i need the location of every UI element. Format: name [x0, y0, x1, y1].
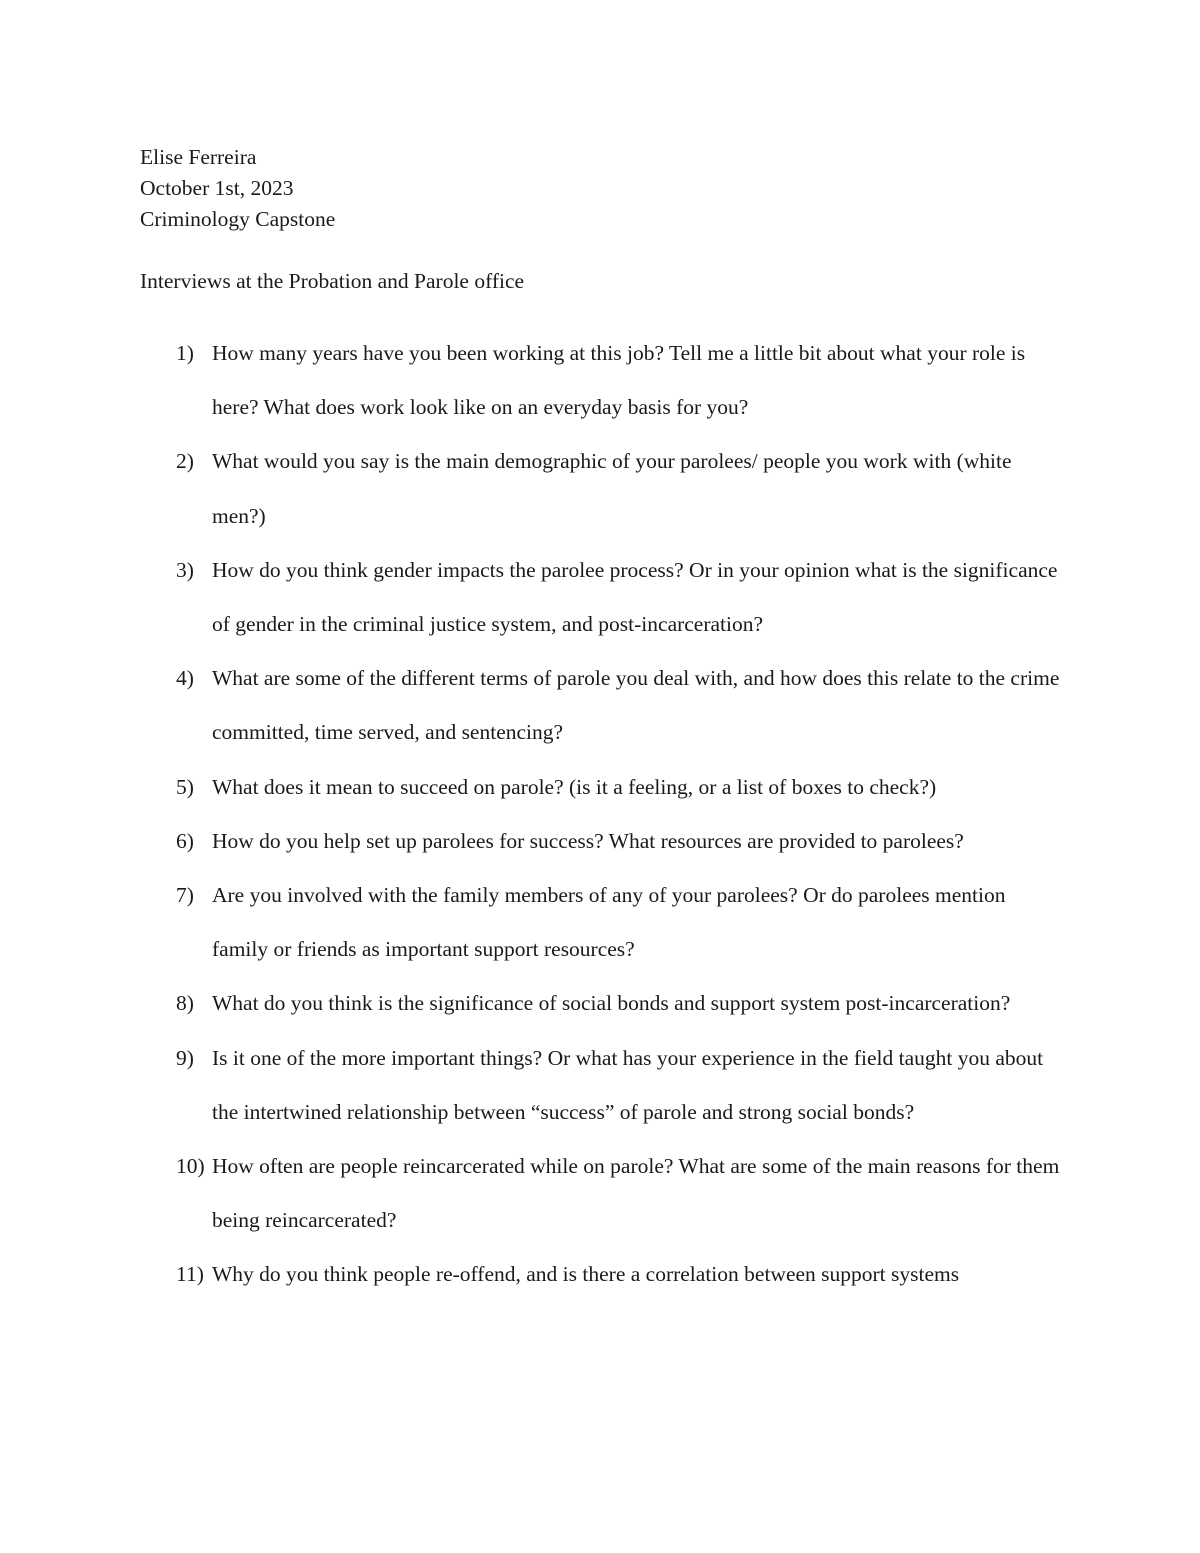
question-number: 11) [176, 1262, 204, 1287]
question-number: 10) [176, 1154, 205, 1179]
question-number: 1) [176, 341, 194, 365]
question-number: 3) [176, 557, 194, 582]
document-heading: Interviews at the Probation and Parole office [140, 269, 525, 293]
question-text: How many years have you been working at this job? Tell me a little bit about what your role is here? What does work look like on an everyday basis for you? [212, 341, 1026, 420]
question-text: What do you think is the significance of social bonds and support system post-incarceration? [212, 991, 1011, 1016]
question-number: 7) [176, 883, 194, 908]
question-text: Why do you think people re-offend, and is there a correlation between support systems [212, 1262, 960, 1287]
course-name: Criminology Capstone [140, 207, 336, 231]
question-text: Are you involved with the family members of any of your parolees? Or do parolees mention family or friends as important support resources? [212, 883, 1006, 962]
question-number: 5) [176, 774, 194, 799]
question-number: 4) [176, 666, 194, 691]
question-item [176, 651, 1066, 759]
question-item [176, 1139, 1066, 1247]
question-item [176, 543, 1066, 651]
document-header [140, 142, 335, 235]
question-text: How do you help set up parolees for success? What resources are provided to parolees? [212, 828, 964, 853]
document-date: October 1st, 2023 [140, 176, 294, 200]
question-item [176, 760, 1066, 814]
question-text: What would you say is the main demographic of your parolees/ people you work with (white men?) [212, 449, 1012, 528]
question-item [176, 434, 1066, 542]
question-text: How often are people reincarcerated while on parole? What are some of the main reasons for them being reincarcerated? [212, 1154, 1060, 1233]
question-number: 8) [176, 991, 194, 1016]
question-number: 9) [176, 1045, 194, 1070]
question-number: 6) [176, 828, 194, 853]
question-item [176, 1247, 1066, 1301]
question-text: How do you think gender impacts the parolee process? Or in your opinion what is the significance of gender in the criminal justice system, and post-incarceration? [212, 557, 1058, 637]
author-name: Elise Ferreira [140, 145, 257, 169]
question-item [176, 976, 1066, 1030]
question-text: What are some of the different terms of parole you deal with, and how does this relate to the crime committed, time served, and sentencing? [212, 666, 1060, 745]
question-text: What does it mean to succeed on parole? (is it a feeling, or a list of boxes to check?) [212, 774, 937, 799]
question-item [176, 814, 1066, 868]
question-list [176, 326, 1066, 1302]
question-text: Is it one of the more important things? Or what has your experience in the field taught you about the intertwined relationship between “success” of parole and strong social bonds? [212, 1045, 1044, 1124]
question-item [176, 868, 1066, 976]
question-number: 2) [176, 449, 194, 474]
question-item [176, 326, 1066, 434]
question-item [176, 1031, 1066, 1139]
